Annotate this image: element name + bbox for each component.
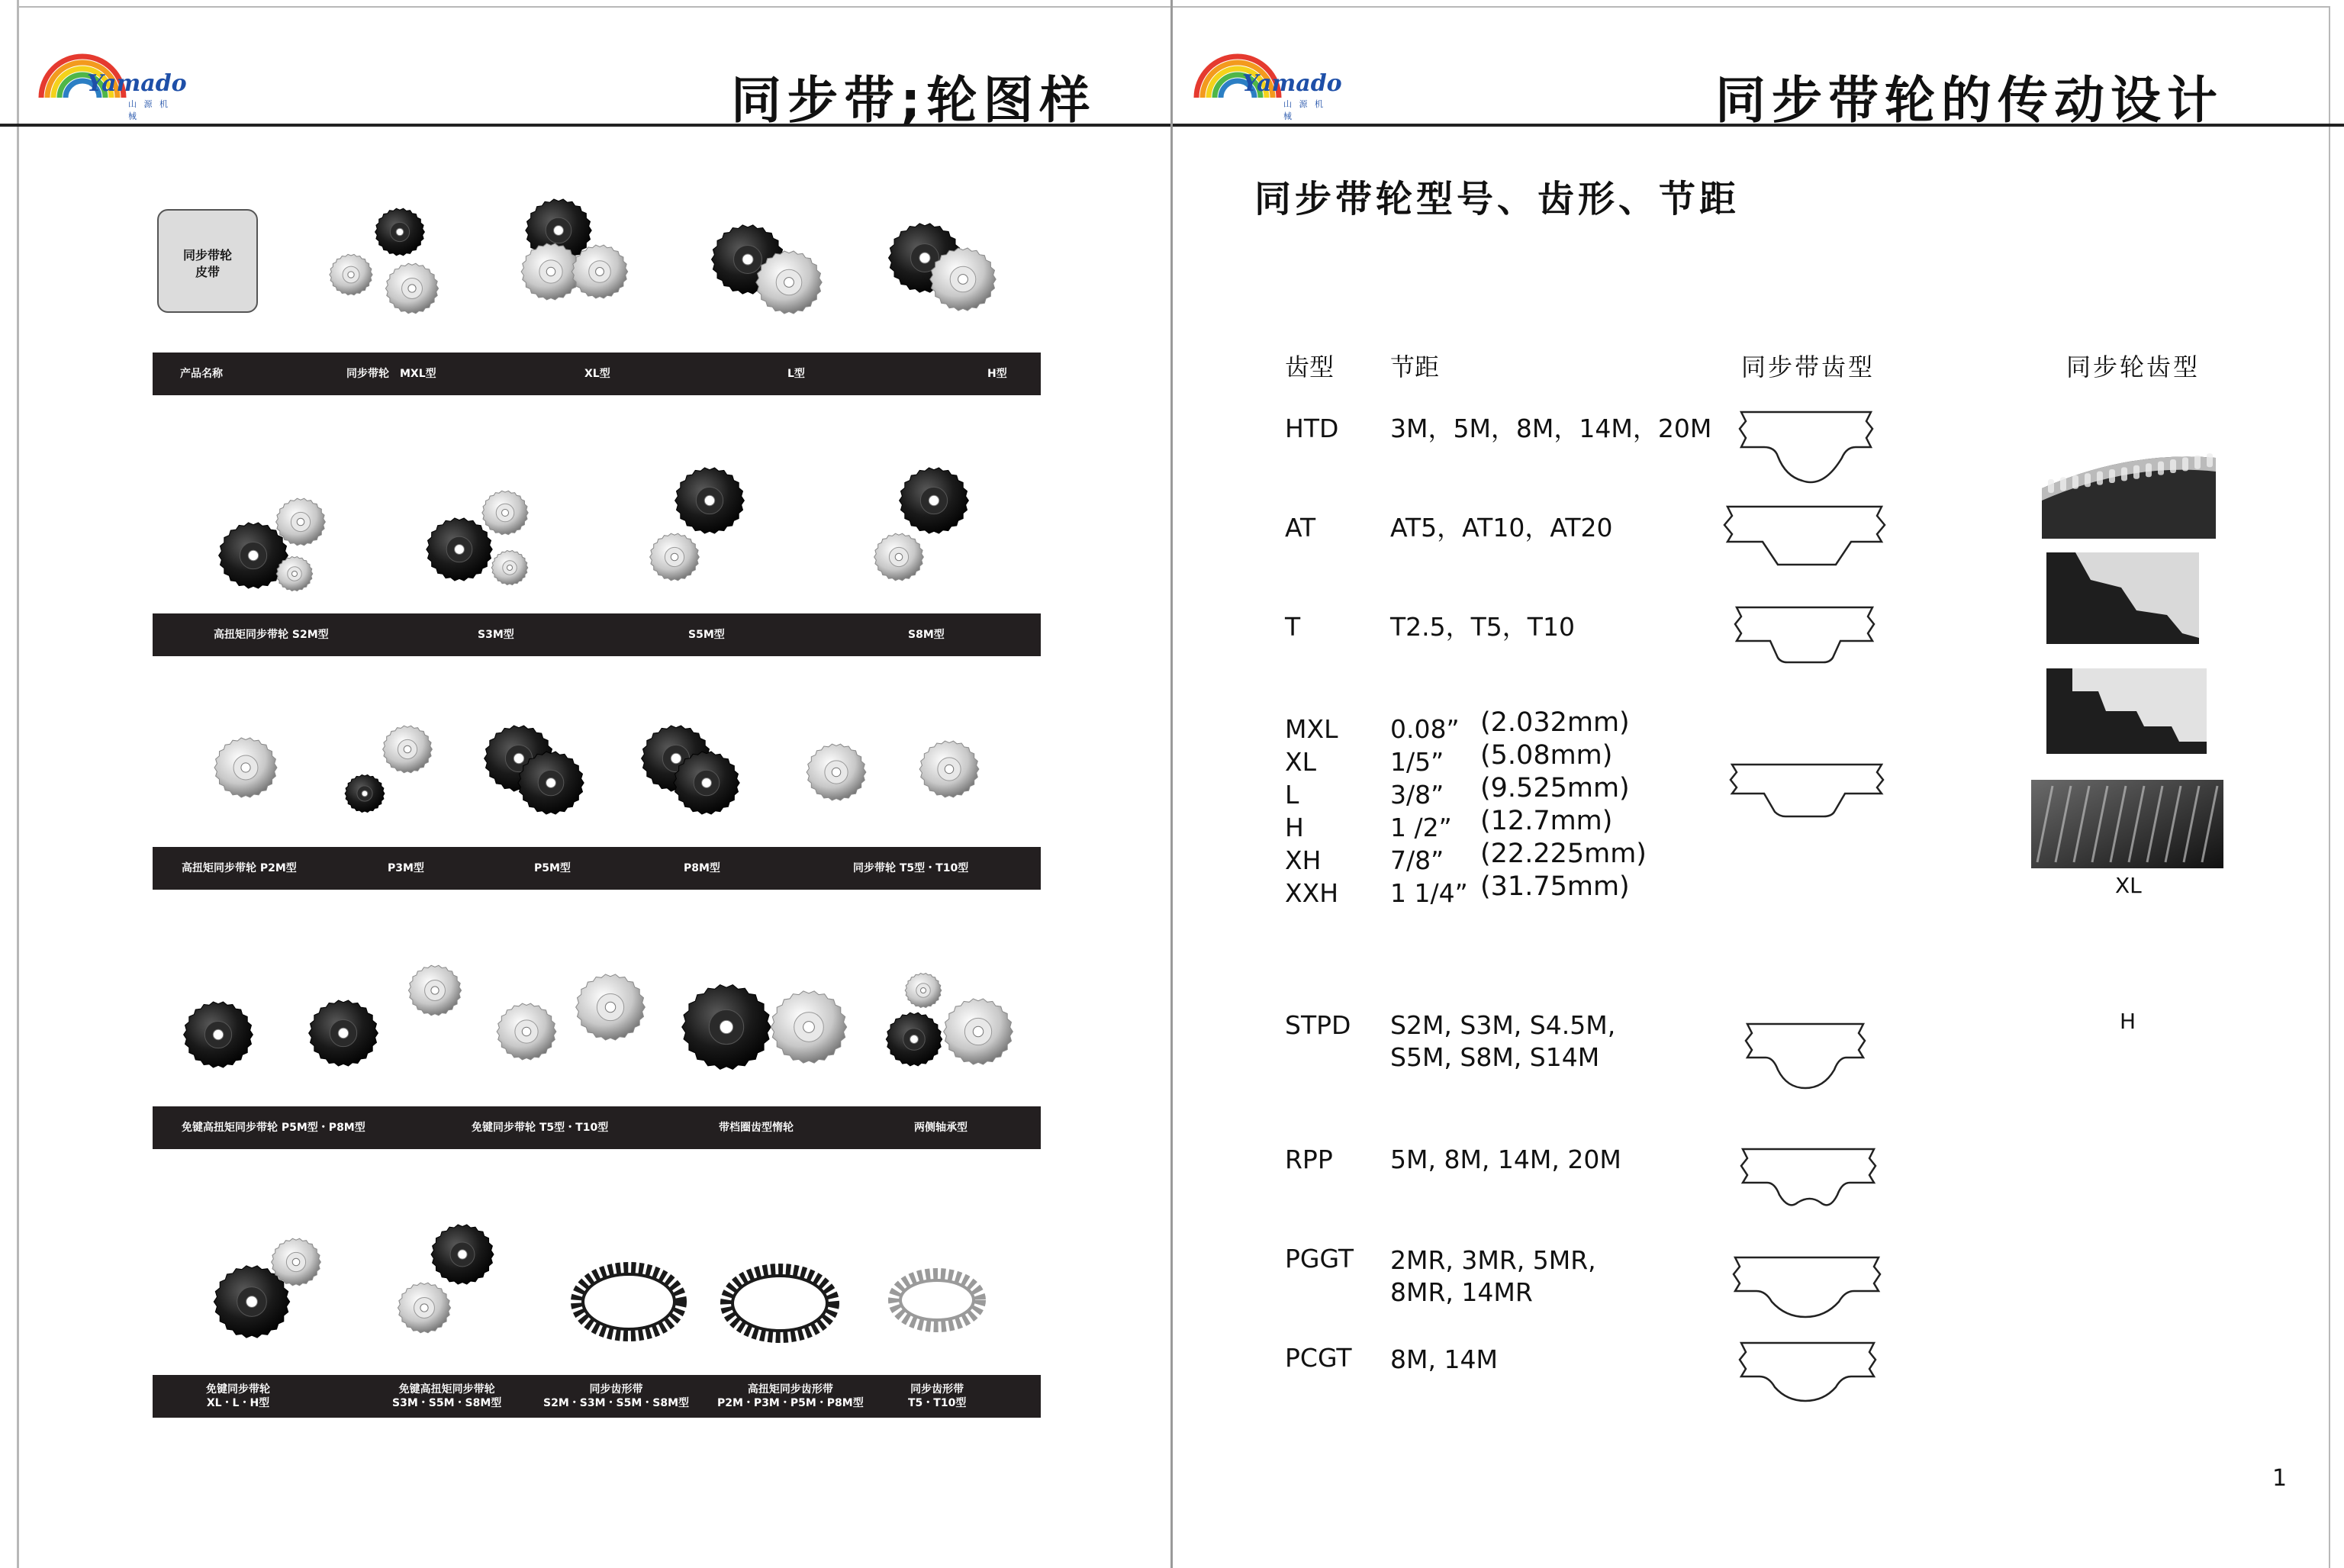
photo-label-xl: XL xyxy=(2115,873,2142,898)
bar-label: P3M型 xyxy=(388,862,424,874)
bar-label: 同步齿形带 T5・T10型 xyxy=(908,1383,967,1409)
bar-label: 产品名称 xyxy=(180,368,223,380)
left-page-title: 同步带;轮图样 xyxy=(731,71,1096,130)
pitch-mm-xh: (22.225mm) xyxy=(1480,839,1647,869)
pulley-photo-t xyxy=(2046,668,2207,754)
pitch-inch-mxl: 0.08” xyxy=(1390,714,1460,744)
pitch-inch-xh: 7/8” xyxy=(1390,845,1444,875)
bar-label: L型 xyxy=(787,368,805,380)
pitch-stpd-line-1: S2M, S3M, S4.5M, xyxy=(1390,1010,1616,1040)
tooth-mark xyxy=(2109,469,2115,483)
pitch-at: AT5，AT10，AT20 xyxy=(1390,513,1613,543)
right-page-title: 同步带轮的传动设计 xyxy=(1715,71,2223,130)
tooth-mark xyxy=(2146,463,2152,477)
bar-label: S8M型 xyxy=(908,629,945,641)
pulley-photo-htd xyxy=(2042,453,2216,539)
type-xl: XL xyxy=(1285,747,1316,777)
type-at: AT xyxy=(1285,513,1316,543)
brand-subtitle: 山 源 机 械 xyxy=(128,99,170,121)
tooth-mark xyxy=(2158,462,2164,475)
bar-label: P5M型 xyxy=(534,862,571,874)
header-pitch: 节距 xyxy=(1390,353,1440,382)
pitch-pggt-line-1: 2MR, 3MR, 5MR, xyxy=(1390,1245,1596,1275)
tooth-mark xyxy=(2072,475,2078,489)
type-l: L xyxy=(1285,780,1299,810)
bar-label: S5M型 xyxy=(688,629,725,641)
header-tooth-type: 齿型 xyxy=(1285,353,1335,382)
bar-label: 免键同步带轮 XL・L・H型 xyxy=(206,1383,270,1409)
tooth-mark xyxy=(2097,472,2103,485)
tooth-mark xyxy=(2170,459,2176,473)
pitch-inch-xxh: 1 1/4” xyxy=(1390,878,1468,908)
pitch-mm-mxl: (2.032mm) xyxy=(1480,707,1630,738)
type-pggt: PGGT xyxy=(1285,1244,1354,1273)
pitch-inch-h: 1 /2” xyxy=(1390,813,1452,842)
bar-label: S3M型 xyxy=(478,629,514,641)
type-stpd: STPD xyxy=(1285,1010,1351,1040)
bar-label: 两侧轴承型 xyxy=(914,1122,968,1134)
bar-label: P8M型 xyxy=(684,862,720,874)
tooth-mark xyxy=(2133,465,2140,479)
type-htd: HTD xyxy=(1285,414,1339,443)
category-box-label: 同步带轮 皮带 xyxy=(182,248,232,279)
type-h: H xyxy=(1285,813,1304,842)
bar-label: H型 xyxy=(987,368,1007,380)
type-pcgt: PCGT xyxy=(1285,1343,1352,1373)
brand-name: Yamado xyxy=(87,70,187,97)
pitch-mm-xl: (5.08mm) xyxy=(1480,740,1613,771)
header-belt-profile: 同步带齿型 xyxy=(1741,353,1876,382)
tooth-mark xyxy=(2060,477,2066,491)
pitch-t: T2.5，T5，T10 xyxy=(1390,612,1575,642)
bar-label: 同步齿形带 S2M・S3M・S5M・S8M型 xyxy=(543,1383,690,1409)
pulley-photo-at xyxy=(2046,552,2199,644)
brand-subtitle: 山 源 机 械 xyxy=(1283,99,1325,121)
tooth-mark xyxy=(2085,473,2091,487)
pitch-inch-l: 3/8” xyxy=(1390,780,1444,810)
pitch-stpd-line-2: S5M, S8M, S14M xyxy=(1390,1042,1600,1072)
tooth-mark xyxy=(2121,467,2127,481)
tooth-mark xyxy=(2182,457,2188,471)
photo-label-h: H xyxy=(2120,1009,2136,1034)
bar-label: 同步带轮 MXL型 xyxy=(346,368,436,380)
pitch-rpp: 5M, 8M, 14M, 20M xyxy=(1390,1145,1621,1174)
bar-label: 免键高扭矩同步带轮 S3M・S5M・S8M型 xyxy=(392,1383,502,1409)
type-mxl: MXL xyxy=(1285,714,1338,744)
pulley-photo-xl xyxy=(2031,780,2223,868)
bar-label: 同步带轮 T5型・T10型 xyxy=(853,862,969,874)
pitch-mm-xxh: (31.75mm) xyxy=(1480,871,1630,902)
tooth-mark xyxy=(2194,456,2201,469)
header-pulley-profile: 同步轮齿型 xyxy=(2066,353,2201,382)
type-rpp: RPP xyxy=(1285,1145,1333,1174)
pitch-htd: 3M，5M，8M，14M，20M xyxy=(1390,414,1712,443)
type-xh: XH xyxy=(1285,845,1322,875)
bar-label: 高扭矩同步带轮 S2M型 xyxy=(214,629,329,641)
tooth-mark xyxy=(2207,453,2213,467)
section-title: 同步带轮型号、齿形、节距 xyxy=(1254,178,1740,221)
pitch-pggt-line-2: 8MR, 14MR xyxy=(1390,1277,1533,1307)
type-t: T xyxy=(1285,612,1301,642)
pitch-pcgt: 8M, 14M xyxy=(1390,1344,1498,1374)
pitch-mm-h: (12.7mm) xyxy=(1480,806,1613,836)
tooth-mark xyxy=(2048,479,2054,493)
bar-label: 高扭矩同步带轮 P2M型 xyxy=(182,862,297,874)
bar-label: XL型 xyxy=(584,368,610,380)
type-xxh: XXH xyxy=(1285,878,1339,908)
bar-label: 高扭矩同步齿形带 P2M・P3M・P5M・P8M型 xyxy=(717,1383,864,1409)
pitch-mm-l: (9.525mm) xyxy=(1480,773,1630,803)
bar-label: 带档圈齿型惰轮 xyxy=(719,1122,794,1134)
bar-label: 免键高扭矩同步带轮 P5M型・P8M型 xyxy=(182,1122,365,1134)
page-number: 1 xyxy=(2272,1465,2288,1492)
pitch-inch-xl: 1/5” xyxy=(1390,747,1444,777)
brand-name: Yamado xyxy=(1242,70,1342,97)
bar-label: 免键同步带轮 T5型・T10型 xyxy=(472,1122,609,1134)
